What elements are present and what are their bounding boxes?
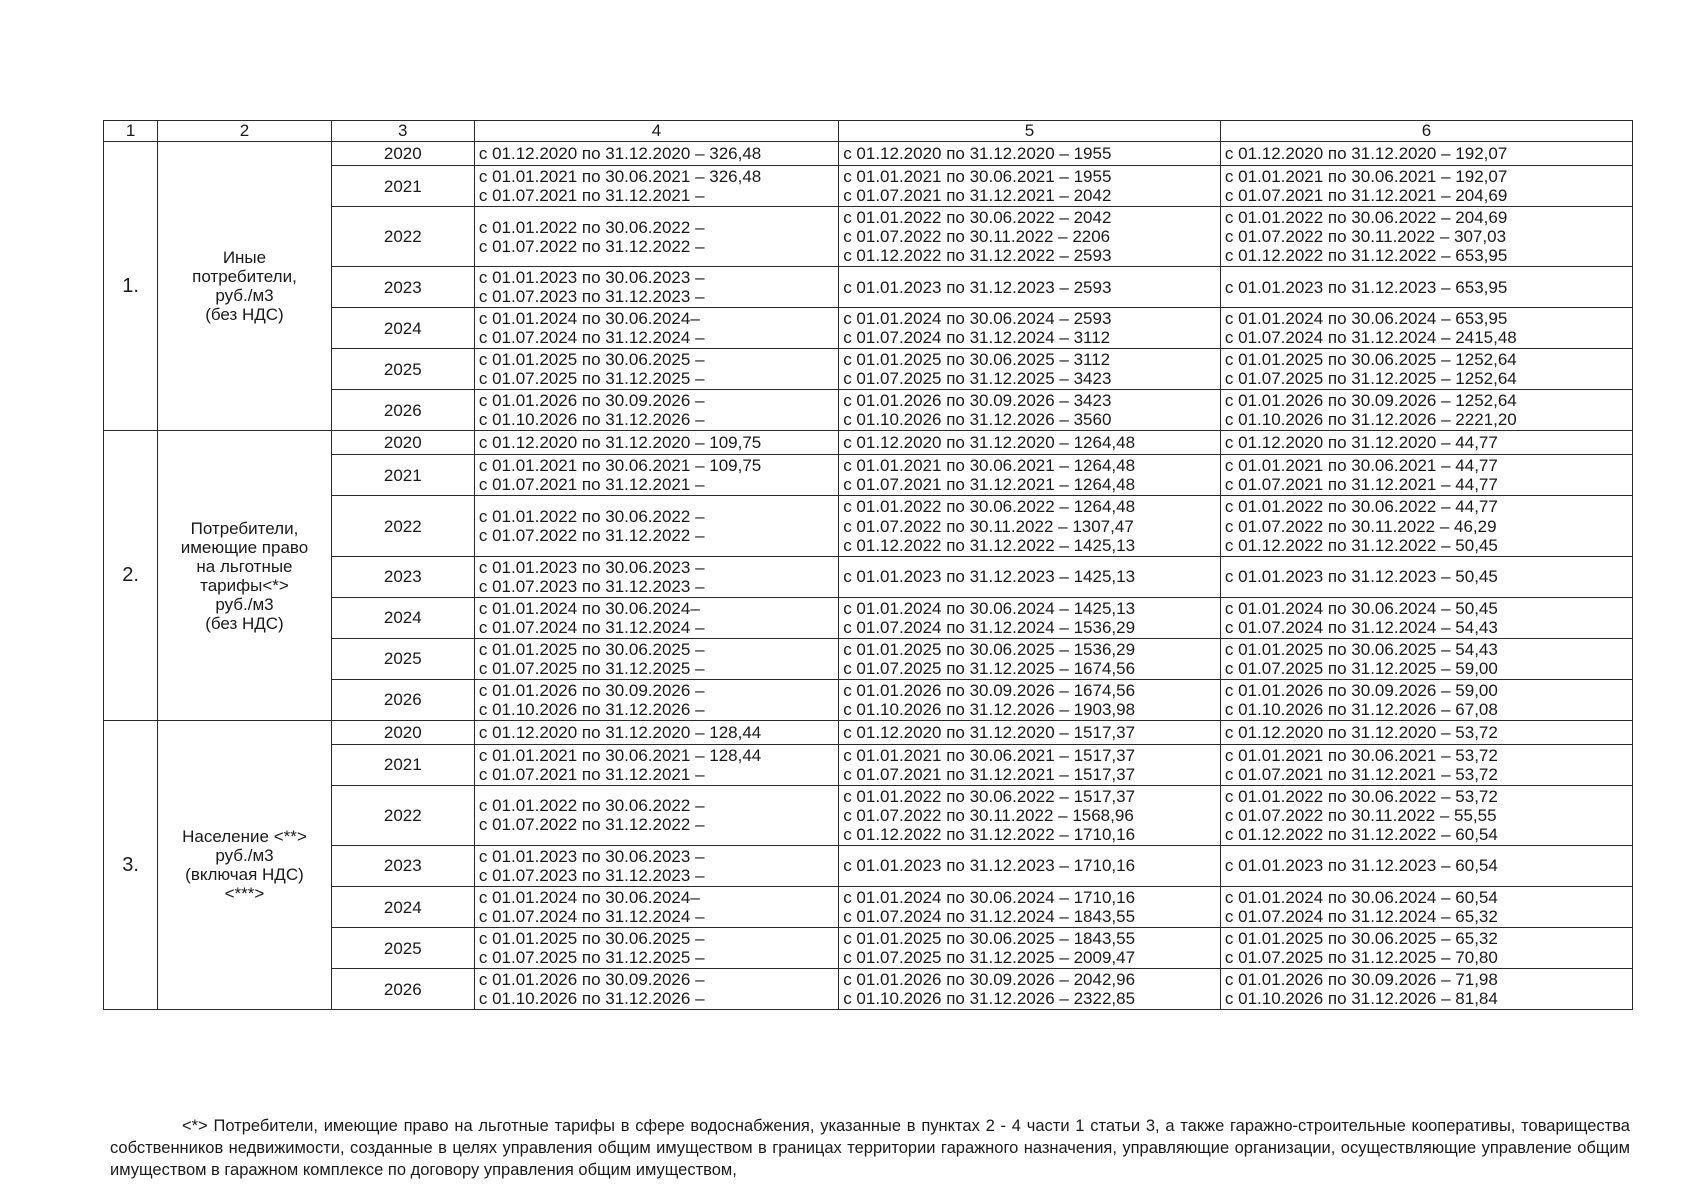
tariff-period-line: с 01.01.2025 по 30.06.2025 – xyxy=(478,639,705,659)
tariff-period-cell xyxy=(839,744,1221,785)
tariff-period-line: с 01.01.2021 по 30.06.2021 – 326,48 xyxy=(478,167,762,186)
tariff-period-cell xyxy=(474,556,838,597)
year-cell: 2020 xyxy=(331,142,474,166)
table-row xyxy=(104,556,1633,597)
tariff-period-cell xyxy=(1220,785,1632,845)
tariff-period-cell xyxy=(839,142,1221,166)
tariff-period-line: с 01.07.2024 по 31.12.2024 – xyxy=(478,328,705,348)
consumer-group-label-line: <***> xyxy=(224,884,265,904)
table-body xyxy=(104,142,1633,1010)
tariff-period-line: с 01.07.2025 по 31.12.2025 – xyxy=(478,658,705,678)
table-row xyxy=(104,431,1633,455)
consumer-group-label-line: тарифы<*> xyxy=(200,575,289,595)
consumer-group-label xyxy=(158,431,332,720)
tariff-period-line: с 01.01.2021 по 30.06.2021 – 192,07 xyxy=(1224,167,1508,186)
tariff-period-line: с 01.07.2024 по 31.12.2024 – 1536,29 xyxy=(843,617,1136,637)
tariff-period-line: с 01.07.2023 по 31.12.2023 – xyxy=(478,287,705,307)
tariff-period-line: с 01.12.2020 по 31.12.2020 – 109,75 xyxy=(478,433,762,453)
tariff-period-cell xyxy=(1220,887,1632,928)
tariff-period-line: с 01.01.2026 по 30.09.2026 – xyxy=(478,391,705,411)
tariff-period-line: с 01.01.2021 по 30.06.2021 – 53,72 xyxy=(1224,745,1498,765)
tariff-period-cell xyxy=(839,597,1221,638)
tariff-period-line: с 01.01.2022 по 30.06.2022 – 1517,37 xyxy=(843,786,1136,806)
tariff-period-cell xyxy=(1220,679,1632,720)
tariff-period-line: с 01.12.2020 по 31.12.2020 – 326,48 xyxy=(478,143,762,163)
tariff-period-line: с 01.01.2023 по 31.12.2023 – 2593 xyxy=(843,277,1112,297)
column-header: 2 xyxy=(158,121,332,142)
tariff-period-line: с 01.12.2022 по 31.12.2022 – 1710,16 xyxy=(843,824,1136,844)
tariff-period-cell xyxy=(839,785,1221,845)
tariff-period-line: с 01.10.2026 по 31.12.2026 – 2221,20 xyxy=(1224,410,1517,430)
tariff-period-line: с 01.01.2025 по 30.06.2025 – 3112 xyxy=(843,350,1111,370)
year-cell: 2025 xyxy=(331,638,474,679)
tariff-period-cell xyxy=(474,720,838,744)
tariff-period-line: с 01.01.2025 по 30.06.2025 – 1252,64 xyxy=(1224,350,1517,370)
tariff-period-line: с 01.01.2026 по 30.09.2026 – xyxy=(478,680,705,700)
year-cell: 2023 xyxy=(331,556,474,597)
tariff-period-line: с 01.01.2022 по 30.06.2022 – 53,72 xyxy=(1224,786,1498,806)
column-header: 6 xyxy=(1220,121,1632,142)
table-row xyxy=(104,845,1633,886)
tariff-period-cell xyxy=(1220,496,1632,556)
table-row xyxy=(104,267,1633,308)
year-cell: 2024 xyxy=(331,308,474,349)
tariff-period-line: с 01.10.2026 по 31.12.2026 – 81,84 xyxy=(1224,989,1498,1009)
tariff-period-line: с 01.01.2024 по 30.06.2024– xyxy=(478,888,700,908)
tariff-period-line: с 01.07.2021 по 31.12.2021 – xyxy=(478,475,705,495)
tariff-period-line: с 01.12.2022 по 31.12.2022 – 1425,13 xyxy=(843,535,1136,555)
tariff-period-line: с 01.01.2023 по 30.06.2023 – xyxy=(478,268,705,288)
year-cell: 2021 xyxy=(331,744,474,785)
consumer-group-label-line: Население <**> xyxy=(182,826,307,846)
consumer-group-label-line: имеющие право xyxy=(180,537,309,557)
year-cell: 2026 xyxy=(331,679,474,720)
tariff-period-line: с 01.07.2025 по 31.12.2025 – 2009,47 xyxy=(843,948,1136,968)
tariff-period-line: с 01.12.2020 по 31.12.2020 – 1955 xyxy=(843,143,1112,163)
tariff-period-line: с 01.07.2022 по 30.11.2022 – 1307,47 xyxy=(843,516,1134,536)
tariff-period-cell xyxy=(1220,431,1632,455)
tariff-period-cell xyxy=(474,679,838,720)
tariff-period-cell xyxy=(474,597,838,638)
consumer-group-label-line: потребители, xyxy=(192,267,297,287)
consumer-group-label-line: руб./м3 xyxy=(215,594,274,614)
tariff-period-cell xyxy=(474,431,838,455)
tariff-period-line: с 01.07.2022 по 31.12.2022 – xyxy=(478,526,705,546)
tariff-period-line: с 01.01.2024 по 30.06.2024 – 1710,16 xyxy=(843,888,1136,908)
tariff-period-cell xyxy=(839,887,1221,928)
tariff-period-line: с 01.12.2020 по 31.12.2020 – 44,77 xyxy=(1224,433,1498,453)
tariff-period-line: с 01.01.2025 по 30.06.2025 – 1843,55 xyxy=(843,929,1136,949)
tariff-period-cell xyxy=(474,887,838,928)
tariff-period-line: с 01.07.2025 по 31.12.2025 – 3423 xyxy=(843,369,1112,389)
tariff-period-line: с 01.12.2022 по 31.12.2022 – 2593 xyxy=(843,246,1112,266)
tariff-period-line: с 01.01.2023 по 30.06.2023 – xyxy=(478,846,705,866)
tariff-period-cell xyxy=(839,308,1221,349)
tariff-period-cell xyxy=(839,720,1221,744)
year-cell: 2021 xyxy=(331,455,474,496)
tariff-period-cell xyxy=(839,390,1221,431)
tariff-period-line: с 01.01.2022 по 30.06.2022 – xyxy=(478,506,705,526)
tariff-period-cell xyxy=(839,207,1221,267)
tariff-period-line: с 01.12.2020 по 31.12.2020 – 128,44 xyxy=(478,722,762,742)
tariff-period-line: с 01.12.2020 по 31.12.2020 – 192,07 xyxy=(1224,143,1508,163)
tariff-period-cell xyxy=(474,785,838,845)
table-row xyxy=(104,887,1633,928)
tariff-period-line: с 01.01.2026 по 30.09.2026 – xyxy=(478,970,705,990)
tariff-period-line: с 01.12.2020 по 31.12.2020 – 53,72 xyxy=(1224,722,1498,742)
tariff-period-line: с 01.01.2024 по 30.06.2024 – 1425,13 xyxy=(843,598,1136,618)
tariff-period-cell xyxy=(1220,207,1632,267)
tariff-period-line: с 01.07.2021 по 31.12.2021 – xyxy=(478,764,705,784)
tariff-period-cell xyxy=(474,349,838,390)
tariff-period-cell xyxy=(1220,308,1632,349)
tariff-period-cell xyxy=(474,390,838,431)
tariff-period-line: с 01.01.2024 по 30.06.2024– xyxy=(478,598,700,618)
tariff-period-line: с 01.10.2026 по 31.12.2026 – xyxy=(478,699,705,719)
tariff-period-cell xyxy=(1220,744,1632,785)
year-cell: 2023 xyxy=(331,845,474,886)
tariff-period-line: с 01.01.2021 по 30.06.2021 – 1264,48 xyxy=(843,456,1136,476)
table-row xyxy=(104,455,1633,496)
tariff-period-line: с 01.07.2022 по 31.12.2022 – xyxy=(478,815,705,835)
tariff-period-line: с 01.07.2021 по 31.12.2021 – 53,72 xyxy=(1224,764,1498,784)
tariff-period-cell xyxy=(839,267,1221,308)
table-row xyxy=(104,785,1633,845)
tariff-period-cell xyxy=(474,308,838,349)
table-row xyxy=(104,142,1633,166)
consumer-group-label-line: (включая НДС) xyxy=(185,865,304,885)
tariff-period-line: с 01.01.2021 по 30.06.2021 – 1955 xyxy=(843,167,1112,186)
tariff-period-line: с 01.07.2023 по 31.12.2023 – xyxy=(478,576,705,596)
table-row xyxy=(104,308,1633,349)
tariff-period-line: с 01.01.2021 по 30.06.2021 – 109,75 xyxy=(478,456,762,476)
footnote: <*> Потребители, имеющие право на льготные тарифы в сфере водоснабжения, указанные в пунктах 2 - 4 части 1 статьи 3, а также гаражно-строительные кооперативы, товарищества собственников недвижимости, созданные в целях управления общим имуществом в границах территории гаражного назначения, управляющие организации, осуществляющие управление общим имуществом в гаражном комплексе по договору управления общим имуществом, xyxy=(110,1116,1630,1180)
group-number: 3. xyxy=(104,720,158,1009)
tariff-period-cell xyxy=(1220,597,1632,638)
column-header: 3 xyxy=(331,121,474,142)
tariff-period-line: с 01.07.2022 по 30.11.2022 – 55,55 xyxy=(1224,805,1497,825)
tariff-period-line: с 01.01.2026 по 30.09.2026 – 71,98 xyxy=(1224,970,1498,990)
table-row xyxy=(104,969,1633,1010)
tariff-period-line: с 01.01.2026 по 30.09.2026 – 1674,56 xyxy=(843,680,1136,700)
year-cell: 2020 xyxy=(331,720,474,744)
tariff-period-line: с 01.07.2022 по 30.11.2022 – 307,03 xyxy=(1224,227,1507,247)
tariff-period-line: с 01.07.2023 по 31.12.2023 – xyxy=(478,866,705,885)
year-cell: 2024 xyxy=(331,597,474,638)
tariff-period-cell xyxy=(474,142,838,166)
consumer-group-label-line: (без НДС) xyxy=(205,613,284,633)
tariff-period-cell xyxy=(1220,969,1632,1010)
tariff-period-line: с 01.07.2024 по 31.12.2024 – 65,32 xyxy=(1224,907,1498,927)
tariff-period-cell xyxy=(474,845,838,886)
consumer-group-label xyxy=(158,720,332,1009)
year-cell: 2022 xyxy=(331,496,474,556)
header-row xyxy=(104,121,1633,142)
column-header: 5 xyxy=(839,121,1221,142)
table-row xyxy=(104,638,1633,679)
tariff-period-line: с 01.01.2023 по 30.06.2023 – xyxy=(478,557,705,577)
tariff-period-line: с 01.01.2024 по 30.06.2024 – 653,95 xyxy=(1224,309,1508,329)
tariff-period-line: с 01.12.2022 по 31.12.2022 – 653,95 xyxy=(1224,246,1508,266)
tariff-period-line: с 01.07.2025 по 31.12.2025 – 1674,56 xyxy=(843,658,1136,678)
tariff-period-cell xyxy=(474,969,838,1010)
tariff-period-cell xyxy=(474,744,838,785)
tariff-period-line: с 01.07.2024 по 31.12.2024 – 3112 xyxy=(843,328,1111,348)
table-row xyxy=(104,928,1633,969)
tariff-period-line: с 01.07.2025 по 31.12.2025 – xyxy=(478,948,705,968)
tariff-period-cell xyxy=(839,455,1221,496)
tariff-period-line: с 01.01.2025 по 30.06.2025 – xyxy=(478,350,705,370)
tariff-period-line: с 01.01.2022 по 30.06.2022 – xyxy=(478,796,705,816)
tariff-period-line: с 01.01.2025 по 30.06.2025 – xyxy=(478,929,705,949)
table-row xyxy=(104,496,1633,556)
tariff-period-line: с 01.01.2026 по 30.09.2026 – 1252,64 xyxy=(1224,391,1517,411)
tariff-period-cell xyxy=(839,431,1221,455)
tariff-period-cell xyxy=(474,207,838,267)
tariff-period-line: с 01.10.2026 по 31.12.2026 – 1903,98 xyxy=(843,699,1136,719)
tariff-period-cell xyxy=(1220,267,1632,308)
tariff-period-cell xyxy=(839,349,1221,390)
table-row xyxy=(104,349,1633,390)
consumer-group-label-line: руб./м3 xyxy=(215,286,274,306)
column-header: 1 xyxy=(104,121,158,142)
tariff-period-cell xyxy=(1220,638,1632,679)
tariff-period-cell xyxy=(1220,349,1632,390)
tariff-period-cell xyxy=(839,166,1221,207)
tariff-period-line: с 01.10.2026 по 31.12.2026 – xyxy=(478,410,705,430)
tariff-period-line: с 01.01.2022 по 30.06.2022 – xyxy=(478,217,705,237)
tariff-period-line: с 01.07.2022 по 30.11.2022 – 46,29 xyxy=(1224,516,1497,536)
tariff-period-line: с 01.07.2021 по 31.12.2021 – 1264,48 xyxy=(843,475,1136,495)
tariff-period-cell xyxy=(839,638,1221,679)
tariff-period-line: с 01.07.2024 по 31.12.2024 – 2415,48 xyxy=(1224,328,1517,348)
tariff-period-line: с 01.01.2023 по 31.12.2023 – 653,95 xyxy=(1224,277,1508,297)
tariff-period-cell xyxy=(474,455,838,496)
consumer-group-label-line: (без НДС) xyxy=(205,305,284,325)
tariff-period-line: с 01.07.2022 по 31.12.2022 – xyxy=(478,236,705,256)
tariff-period-line: с 01.01.2024 по 30.06.2024 – 60,54 xyxy=(1224,888,1498,908)
table-row xyxy=(104,679,1633,720)
table-row xyxy=(104,166,1633,207)
tariff-period-line: с 01.01.2026 по 30.09.2026 – 3423 xyxy=(843,391,1112,411)
tariff-period-line: с 01.07.2024 по 31.12.2024 – xyxy=(478,907,705,927)
table-row xyxy=(104,720,1633,744)
tariff-period-line: с 01.07.2021 по 31.12.2021 – xyxy=(478,186,705,206)
tariff-period-line: с 01.01.2026 по 30.09.2026 – 59,00 xyxy=(1224,680,1498,700)
tariff-table xyxy=(103,120,1633,1010)
year-cell: 2025 xyxy=(331,349,474,390)
tariff-period-line: с 01.01.2022 по 30.06.2022 – 44,77 xyxy=(1224,497,1498,517)
tariff-period-line: с 01.01.2025 по 30.06.2025 – 54,43 xyxy=(1224,639,1498,659)
consumer-group-label xyxy=(158,142,332,431)
year-cell: 2022 xyxy=(331,207,474,267)
tariff-period-line: с 01.07.2025 по 31.12.2025 – xyxy=(478,369,705,389)
column-header: 4 xyxy=(474,121,838,142)
tariff-period-line: с 01.01.2022 по 30.06.2022 – 204,69 xyxy=(1224,208,1508,228)
group-number: 1. xyxy=(104,142,158,431)
table-row xyxy=(104,390,1633,431)
tariff-period-cell xyxy=(1220,142,1632,166)
tariff-period-line: с 01.12.2022 по 31.12.2022 – 60,54 xyxy=(1224,824,1498,844)
group-number: 2. xyxy=(104,431,158,720)
tariff-period-line: с 01.07.2022 по 30.11.2022 – 2206 xyxy=(843,227,1111,247)
year-cell: 2021 xyxy=(331,166,474,207)
tariff-period-line: с 01.01.2024 по 30.06.2024 – 50,45 xyxy=(1224,598,1498,618)
tariff-period-line: с 01.07.2021 по 31.12.2021 – 2042 xyxy=(843,186,1112,206)
tariff-period-cell xyxy=(474,496,838,556)
tariff-period-line: с 01.01.2022 по 30.06.2022 – 1264,48 xyxy=(843,497,1136,517)
year-cell: 2026 xyxy=(331,969,474,1010)
tariff-period-line: с 01.01.2022 по 30.06.2022 – 2042 xyxy=(843,208,1112,228)
year-cell: 2024 xyxy=(331,887,474,928)
tariff-period-line: с 01.01.2024 по 30.06.2024 – 2593 xyxy=(843,309,1112,329)
tariff-period-line: с 01.12.2022 по 31.12.2022 – 50,45 xyxy=(1224,535,1498,555)
tariff-period-line: с 01.10.2026 по 31.12.2026 – 2322,85 xyxy=(843,989,1136,1009)
tariff-period-line: с 01.01.2026 по 30.09.2026 – 2042,96 xyxy=(843,970,1136,990)
tariff-period-cell xyxy=(839,845,1221,886)
tariff-period-cell xyxy=(474,267,838,308)
tariff-period-line: с 01.01.2021 по 30.06.2021 – 44,77 xyxy=(1224,456,1498,476)
tariff-period-line: с 01.01.2023 по 31.12.2023 – 1710,16 xyxy=(843,856,1136,876)
tariff-period-line: с 01.07.2024 по 31.12.2024 – xyxy=(478,617,705,637)
tariff-period-line: с 01.01.2023 по 31.12.2023 – 50,45 xyxy=(1224,567,1498,587)
tariff-period-cell xyxy=(474,638,838,679)
year-cell: 2023 xyxy=(331,267,474,308)
tariff-period-line: с 01.01.2025 по 30.06.2025 – 65,32 xyxy=(1224,929,1498,949)
tariff-period-cell xyxy=(1220,720,1632,744)
tariff-period-line: с 01.12.2020 по 31.12.2020 – 1517,37 xyxy=(843,722,1136,742)
tariff-period-cell xyxy=(474,166,838,207)
consumer-group-label-line: Потребители, xyxy=(190,518,299,538)
consumer-group-label-line: на льготные xyxy=(196,556,293,576)
tariff-period-cell xyxy=(474,928,838,969)
table-row xyxy=(104,207,1633,267)
tariff-period-line: с 01.01.2024 по 30.06.2024– xyxy=(478,309,700,329)
tariff-period-line: с 01.07.2025 по 31.12.2025 – 59,00 xyxy=(1224,658,1498,678)
tariff-period-cell xyxy=(839,556,1221,597)
tariff-period-cell xyxy=(839,679,1221,720)
tariff-period-line: с 01.07.2024 по 31.12.2024 – 1843,55 xyxy=(843,907,1136,927)
tariff-period-line: с 01.12.2020 по 31.12.2020 – 1264,48 xyxy=(843,433,1136,453)
tariff-period-cell xyxy=(839,928,1221,969)
tariff-period-line: с 01.07.2022 по 30.11.2022 – 1568,96 xyxy=(843,805,1134,825)
tariff-period-line: с 01.01.2021 по 30.06.2021 – 128,44 xyxy=(478,745,762,765)
year-cell: 2022 xyxy=(331,785,474,845)
year-cell: 2025 xyxy=(331,928,474,969)
tariff-period-cell xyxy=(839,496,1221,556)
tariff-period-line: с 01.07.2021 по 31.12.2021 – 1517,37 xyxy=(843,764,1136,784)
tariff-period-line: с 01.01.2025 по 30.06.2025 – 1536,29 xyxy=(843,639,1136,659)
consumer-group-label-line: Иные xyxy=(222,248,267,268)
tariff-period-line: с 01.07.2025 по 31.12.2025 – 70,80 xyxy=(1224,948,1498,968)
tariff-period-cell xyxy=(1220,845,1632,886)
tariff-period-line: с 01.01.2021 по 30.06.2021 – 1517,37 xyxy=(843,745,1136,765)
tariff-period-cell xyxy=(839,969,1221,1010)
table-row xyxy=(104,597,1633,638)
tariff-period-line: с 01.10.2026 по 31.12.2026 – 3560 xyxy=(843,410,1112,430)
tariff-period-line: с 01.07.2021 по 31.12.2021 – 44,77 xyxy=(1224,475,1498,495)
tariff-period-line: с 01.01.2023 по 31.12.2023 – 60,54 xyxy=(1224,856,1498,876)
tariff-period-cell xyxy=(1220,166,1632,207)
table-row xyxy=(104,744,1633,785)
tariff-period-cell xyxy=(1220,390,1632,431)
year-cell: 2020 xyxy=(331,431,474,455)
tariff-period-line: с 01.10.2026 по 31.12.2026 – 67,08 xyxy=(1224,699,1498,719)
tariff-period-line: с 01.10.2026 по 31.12.2026 – xyxy=(478,989,705,1009)
tariff-period-line: с 01.07.2021 по 31.12.2021 – 204,69 xyxy=(1224,186,1508,206)
tariff-period-cell xyxy=(1220,455,1632,496)
consumer-group-label-line: руб./м3 xyxy=(215,845,274,865)
year-cell: 2026 xyxy=(331,390,474,431)
tariff-period-line: с 01.07.2025 по 31.12.2025 – 1252,64 xyxy=(1224,369,1517,389)
tariff-period-cell xyxy=(1220,556,1632,597)
tariff-period-line: с 01.07.2024 по 31.12.2024 – 54,43 xyxy=(1224,617,1498,637)
tariff-period-line: с 01.01.2023 по 31.12.2023 – 1425,13 xyxy=(843,567,1136,587)
tariff-period-cell xyxy=(1220,928,1632,969)
